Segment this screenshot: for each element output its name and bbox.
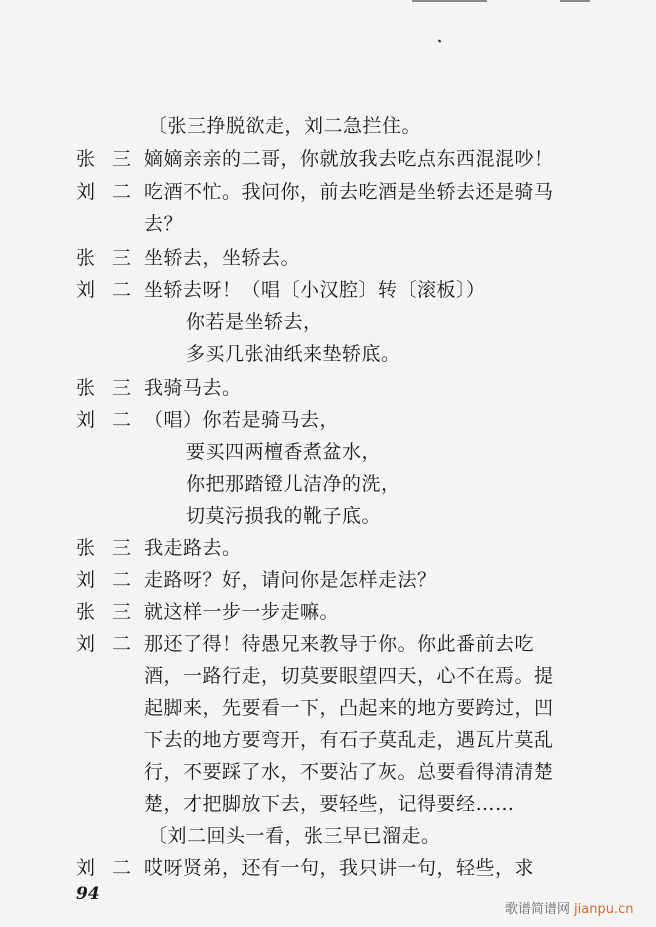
speaker-name: 刘 二	[76, 569, 132, 591]
watermark-site-name: 歌谱简谱网	[505, 902, 571, 917]
line-text: 〔刘二回头一看，张三早已溜走。	[148, 825, 441, 847]
line-text: 走路呀？好，请问你是怎样走法？	[144, 569, 437, 591]
speaker-name: 刘 二	[76, 181, 132, 203]
line-text: 切莫污损我的靴子底。	[186, 505, 382, 527]
line-text: （唱）你若是骑马去，	[144, 409, 340, 431]
line-text: 行，不要踩了水，不要沾了灰。总要看得清清楚	[144, 761, 554, 783]
line-text: 吃酒不忙。我问你，前去吃酒是坐轿去还是骑马	[144, 181, 554, 203]
page-number: 94	[76, 884, 100, 904]
line-text: 要买四两檀香煮盆水，	[186, 441, 382, 463]
line-text: 坐轿去，坐轿去。	[144, 247, 301, 269]
line-text: 我走路去。	[144, 537, 242, 559]
line-text: 去？	[144, 213, 184, 235]
scan-edge-mark	[560, 0, 590, 2]
speaker-name: 刘 二	[76, 633, 132, 655]
line-text: 你把那踏镫儿洁净的洗，	[186, 473, 401, 495]
speaker-name: 张 三	[76, 377, 132, 399]
line-text: 酒，一路行走，切莫要眼望四天，心不在焉。提	[144, 665, 554, 687]
line-text: 我骑马去。	[144, 377, 242, 399]
scan-speck	[438, 39, 442, 42]
watermark	[505, 898, 633, 917]
speaker-name: 张 三	[76, 601, 132, 623]
speaker-name: 刘 二	[76, 409, 132, 431]
line-text: 下去的地方要弯开，有石子莫乱走，遇瓦片莫乱	[144, 729, 554, 751]
line-text: 就这样一步一步走嘛。	[144, 601, 340, 623]
line-text: 起脚来，先要看一下，凸起来的地方要跨过，凹	[144, 697, 554, 719]
line-text: 哎呀贤弟，还有一句，我只讲一句，轻些，求	[144, 857, 535, 879]
speaker-name: 张 三	[76, 247, 132, 269]
line-text: 楚，才把脚放下去，要轻些，记得要经……	[144, 793, 515, 815]
speaker-name: 张 三	[76, 537, 132, 559]
watermark-url: jianpu.cn	[574, 902, 634, 917]
line-text: 那还了得！待愚兄来教导于你。你此番前去吃	[144, 633, 535, 655]
line-text: 多买几张油纸来垫轿底。	[186, 343, 401, 365]
line-text: 你若是坐轿去，	[186, 311, 323, 333]
scan-edge-mark	[412, 0, 487, 2]
speaker-name: 张 三	[76, 148, 132, 170]
line-text: 〔张三挣脱欲走，刘二急拦住。	[148, 115, 422, 137]
speaker-name: 刘 二	[76, 279, 132, 301]
line-text: 坐轿去呀！（唱〔小汉腔〕转〔滚板〕）	[144, 279, 486, 301]
line-text: 嫡嫡亲亲的二哥，你就放我去吃点东西混混吵！	[144, 148, 554, 170]
speaker-name: 刘 二	[76, 857, 132, 879]
